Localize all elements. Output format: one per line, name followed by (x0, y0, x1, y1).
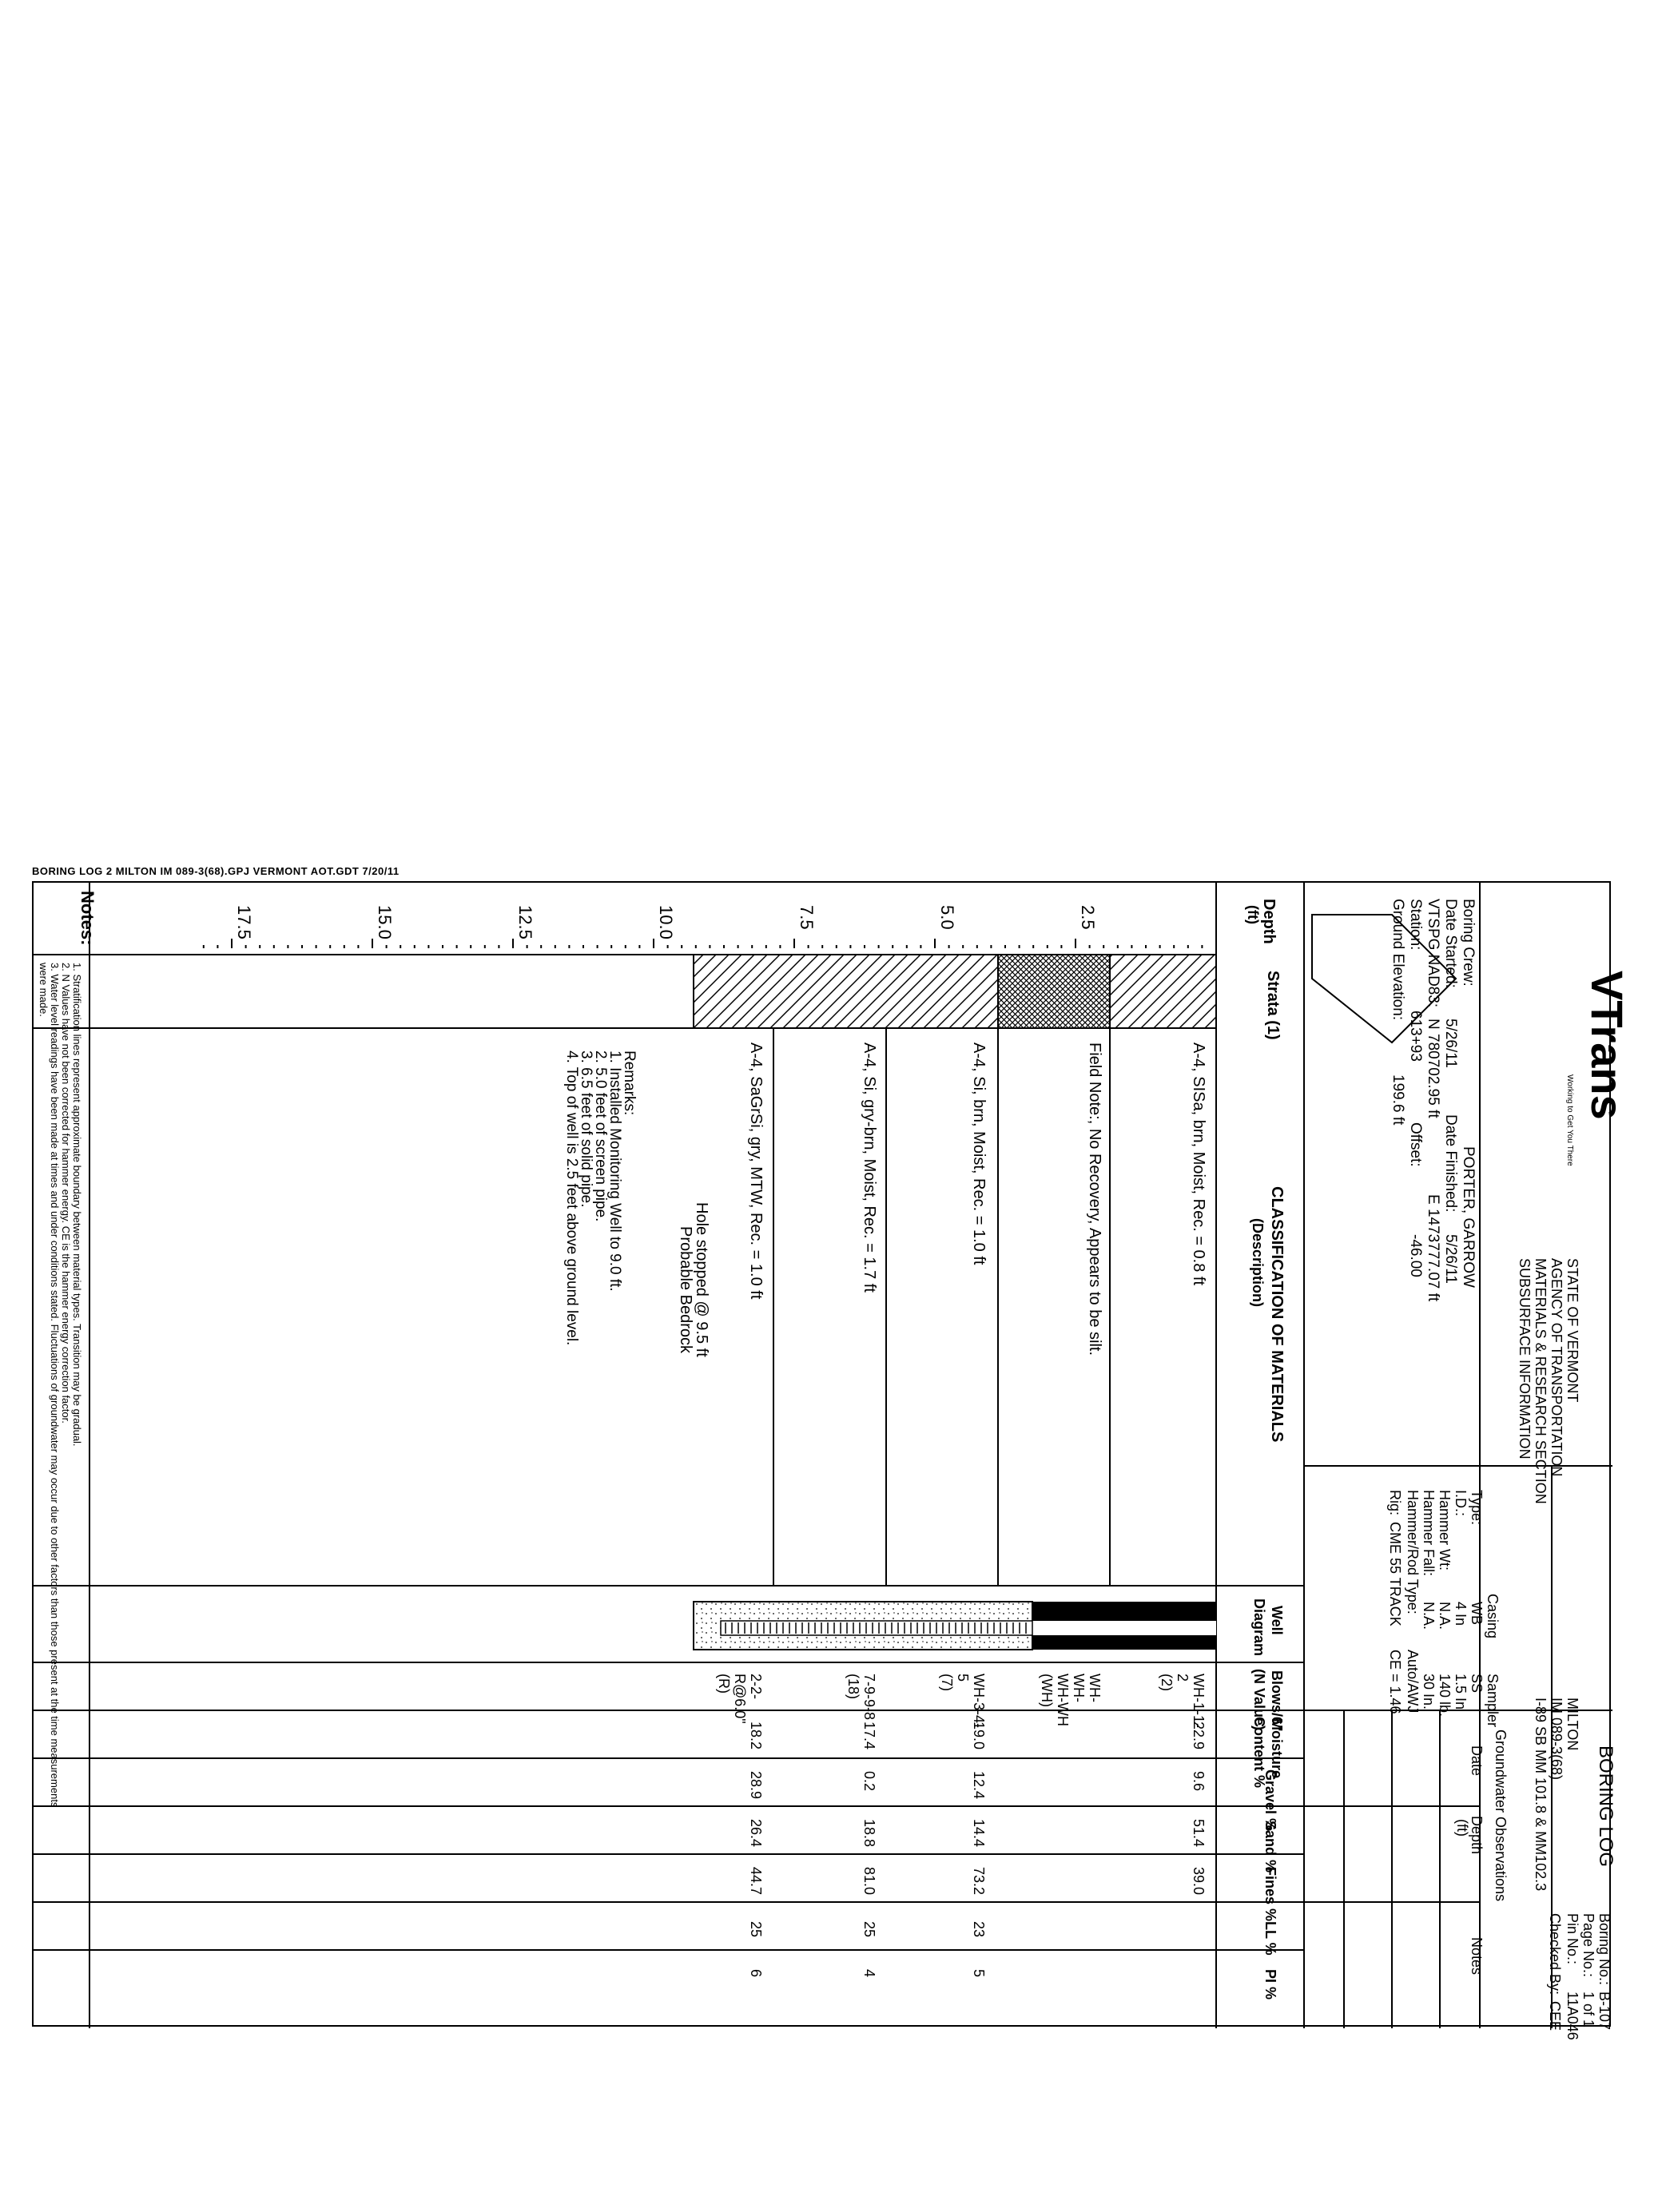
note-line: 1. Stratification lines represent approximate boundary between material types. Transition may be gradual. (71, 963, 83, 1447)
col-well-header-2: Diagram (1251, 1598, 1267, 1657)
sample-ll: 25 (748, 1921, 764, 1938)
sample-blows: 2 (1175, 1674, 1191, 1682)
org-line: STATE OF VERMONT (1565, 1258, 1580, 1403)
sample-moisture: 22.9 (1191, 1722, 1207, 1750)
sample-blows: WH-WH (1055, 1674, 1071, 1726)
note-line: were made. (38, 963, 50, 1017)
sample-moisture: 17.4 (861, 1722, 877, 1750)
sampler-type: SS (1469, 1674, 1485, 1694)
remark-line: 4. Top of well is 2.5 feet above ground level. (563, 1050, 580, 1346)
well-diagram (694, 1602, 1216, 1650)
depth-tick-label: 2.5 (1078, 905, 1098, 930)
casing-fall: N.A. (1421, 1602, 1437, 1630)
sample-gravel: 28.9 (748, 1771, 764, 1800)
sample-blows: (2) (1159, 1674, 1175, 1691)
gw-depth-label: Depth (1469, 1816, 1485, 1855)
org-line: AGENCY OF TRANSPORTATION (1549, 1258, 1565, 1477)
casing-wt: N.A. (1437, 1602, 1453, 1630)
sample-blows: R@6.0" (732, 1674, 748, 1724)
sample-gravel: 9.6 (1191, 1771, 1207, 1792)
boring-no-label: Boring No.: (1596, 1913, 1612, 1986)
depth-tick-label: 10.0 (656, 905, 676, 939)
boring-log-drawing (34, 883, 1632, 2040)
strata-silt-no-recovery (998, 955, 1110, 1028)
page-no-value: 1 of 1 (1580, 1992, 1596, 2028)
sampler-id: 1.5 In (1453, 1674, 1469, 1710)
col-well-header: Well (1269, 1606, 1285, 1635)
strata-a4-lower (694, 955, 998, 1028)
doc-title: BORING LOG (1595, 1745, 1616, 1868)
offset-label: Offset: (1407, 1122, 1424, 1167)
sample-sand: 26.4 (748, 1819, 764, 1848)
col-blows-header-2: (N Value) (1251, 1669, 1267, 1731)
col-gravel-header: Gravel % (1262, 1769, 1278, 1832)
sample-blows: 7-9-9-8 (861, 1674, 877, 1721)
sample-blows: 5 (955, 1674, 971, 1682)
remark-line: Remarks: (621, 1050, 638, 1116)
col-sand-header: Sand % (1262, 1821, 1278, 1873)
pin-no-value: 11A046 (1565, 1992, 1580, 2040)
date-started-value: 5/26/11 (1442, 1019, 1459, 1068)
sample-blows: WH- (1071, 1674, 1087, 1702)
hammer-fall-label: Hammer Fall: (1421, 1490, 1437, 1577)
pin-no-label: Pin No.: (1565, 1913, 1580, 1965)
col-fines-header: Fines % (1262, 1867, 1278, 1922)
boring-no-value: B-107 (1596, 1992, 1612, 2031)
col-depth-unit: (ft) (1245, 905, 1261, 924)
hammer-rod-label: Hammer/Rod Type: (1405, 1490, 1421, 1614)
northing-value: N 780702.95 ft (1425, 1019, 1441, 1118)
sample-gravel: 0.2 (861, 1771, 877, 1792)
sample-blows: (7) (939, 1674, 955, 1691)
gw-date-label: Date (1469, 1745, 1485, 1777)
sample-fines: 39.0 (1191, 1867, 1207, 1896)
depth-tick-label: 17.5 (234, 905, 254, 939)
sample-sand: 18.8 (861, 1819, 877, 1848)
sampler-wt: 140 lb. (1437, 1674, 1453, 1718)
rig-value: CME 55 TRACK (1387, 1522, 1403, 1626)
casing-label: Casing (1485, 1594, 1501, 1639)
id-label: I.D.: (1453, 1490, 1469, 1517)
sample-blows: (WH) (1039, 1674, 1055, 1707)
remark-line: 1. Installed Monitoring Well to 9.0 ft. (606, 1050, 623, 1292)
sample-pi: 6 (748, 1969, 764, 1978)
sample-description: A-4, Si, brn, Moist, Rec. = 1.0 ft (970, 1042, 988, 1265)
gw-notes-label: Notes (1469, 1937, 1485, 1976)
sample-pi: 5 (971, 1969, 987, 1978)
ce-value: CE = 1.46 (1387, 1650, 1403, 1714)
boring-crew-value: PORTER, GARROW (1460, 1146, 1477, 1288)
type-label: Type: (1469, 1490, 1485, 1526)
page-no-label: Page No.: (1580, 1913, 1596, 1978)
strata-a4-upper (1110, 955, 1216, 1028)
sample-description: A-4, Si, gry-brn, Moist, Rec. = 1.7 ft (861, 1042, 878, 1293)
remark-line: 2. 5.0 feet of screen pipe. (592, 1050, 609, 1222)
vtspg-label: VTSPG NAD83: (1425, 899, 1441, 1008)
col-moisture-header: Moisture (1269, 1718, 1285, 1779)
project-line: IM 089-3(68) (1549, 1698, 1565, 1781)
depth-tick-label: 5.0 (937, 905, 957, 930)
sample-blows: (18) (845, 1674, 861, 1700)
hole-end-bedrock: Probable Bedrock (677, 1226, 694, 1353)
sample-gravel: 12.4 (971, 1771, 987, 1800)
ground-elevation-label: Ground Elevation: (1390, 899, 1406, 1021)
project-line: I-89 SB MM 101.8 & MM102.3 (1533, 1698, 1549, 1892)
ground-elevation-value: 199.6 ft (1390, 1074, 1406, 1126)
remark-line: 3. 6.5 feet of solid pipe. (578, 1050, 594, 1208)
sample-fines: 73.2 (971, 1867, 987, 1896)
project-line: MILTON (1565, 1698, 1580, 1751)
sample-blows: 2-2- (748, 1674, 764, 1700)
note-line: 3. Water level readings have been made at times and under conditions stated. Fluctuations of groundwater may occur due to other factors than those present at the time measurements (49, 963, 61, 1808)
document-header-line: BORING LOG 2 MILTON IM 089-3(68).GPJ VERMONT AOT.GDT 7/20/11 (32, 865, 400, 877)
logo-tagline: Working to Get You There (1565, 1074, 1574, 1166)
note-line: 2. N Values have not been corrected for hammer energy. CE is the hammer energy correction factor. (60, 963, 72, 1424)
col-classification-header: CLASSIFICATION OF MATERIALS (1268, 1186, 1286, 1443)
checked-by-value: CEE (1547, 2001, 1563, 2031)
org-line: MATERIALS & RESEARCH SECTION (1533, 1258, 1549, 1504)
groundwater-title: Groundwater Observations (1493, 1729, 1509, 1902)
casing-type: WB (1469, 1602, 1485, 1625)
depth-tick-label: 12.5 (515, 905, 535, 939)
hole-end-text: Hole stopped @ 9.5 ft (693, 1202, 710, 1357)
offset-value: -46.00 (1407, 1234, 1424, 1277)
hammer-rod-value: Auto/AWJ (1405, 1650, 1421, 1714)
sample-description: A-4, SISa, brn, Moist, Rec. = 0.8 ft (1190, 1042, 1207, 1286)
sample-description: Field Note:, No Recovery, Appears to be silt. (1086, 1042, 1103, 1356)
station-label: Station: (1407, 899, 1424, 951)
easting-value: E 1473777.07 ft (1425, 1194, 1441, 1302)
sample-moisture: 18.2 (748, 1722, 764, 1750)
sample-blows: WH-3-4- (971, 1674, 987, 1728)
sample-sand: 14.4 (971, 1819, 987, 1848)
checked-by-label: Checked By: (1547, 1913, 1563, 1996)
hammer-wt-label: Hammer Wt: (1437, 1490, 1453, 1571)
depth-tick-label: 7.5 (797, 905, 817, 930)
sampler-fall: 30 In. (1421, 1674, 1437, 1710)
col-moisture-header-2: Content % (1251, 1717, 1267, 1788)
sample-pi: 4 (861, 1969, 877, 1978)
boring-log-sheet (32, 881, 1632, 2040)
logo-text: VTrans (1582, 971, 1632, 1120)
rig-label: Rig: (1387, 1490, 1403, 1516)
gw-depth-unit: (ft) (1454, 1819, 1470, 1837)
sample-blows: (R) (716, 1674, 732, 1694)
org-line: SUBSURFACE INFORMATION (1517, 1258, 1533, 1459)
sample-blows: WH- (1087, 1674, 1103, 1702)
date-finished-value: 5/26/11 (1442, 1234, 1459, 1284)
col-blows-header: Blows/6" (1269, 1670, 1285, 1732)
sample-sand: 51.4 (1191, 1819, 1207, 1848)
sampler-label: Sampler (1485, 1674, 1501, 1728)
date-started-label: Date Started: (1442, 899, 1459, 988)
sample-moisture: 19.0 (971, 1722, 987, 1750)
col-ll-header: LL % (1262, 1921, 1278, 1956)
sample-description: A-4, SaGrSi, gry, MTW, Rec. = 1.0 ft (747, 1042, 765, 1300)
col-pi-header: PI % (1262, 1969, 1278, 2000)
sample-blows: WH-1-1- (1191, 1674, 1207, 1728)
date-finished-label: Date Finished: (1442, 1114, 1459, 1213)
sample-ll: 23 (971, 1921, 987, 1938)
col-strata-header: Strata (1) (1264, 971, 1282, 1040)
boring-crew-label: Boring Crew: (1460, 899, 1477, 987)
notes-label: Notes: (78, 891, 97, 946)
sample-fines: 81.0 (861, 1867, 877, 1896)
casing-id: 4 In (1453, 1602, 1469, 1626)
station-value: 613+93 (1407, 1011, 1424, 1062)
sample-fines: 44.7 (748, 1867, 764, 1896)
col-depth-header: Depth (1260, 899, 1278, 944)
sample-ll: 25 (861, 1921, 877, 1938)
depth-tick-label: 15.0 (375, 905, 395, 939)
col-classification-sub: (Description) (1250, 1218, 1266, 1308)
